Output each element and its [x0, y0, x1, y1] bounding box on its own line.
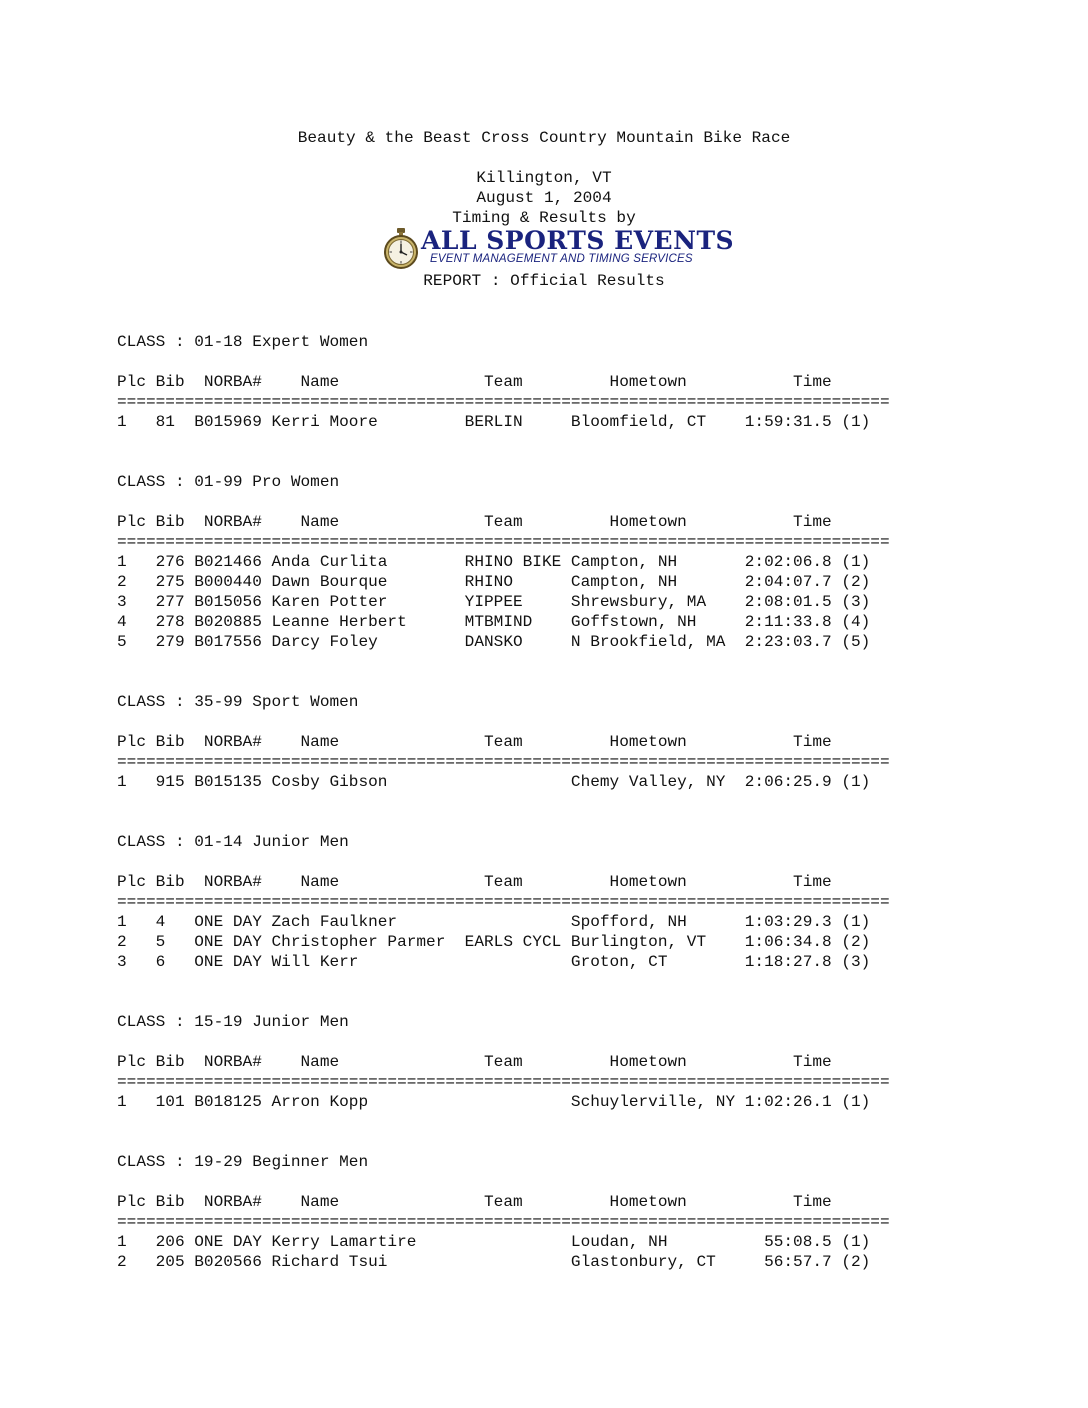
blank-line	[117, 492, 890, 512]
result-row: 4 278 B020885 Leanne Herbert MTBMIND Goffstown, NH 2:11:33.8 (4)	[117, 613, 871, 631]
logo-wordmark: ALL SPORTS EVENTS	[421, 226, 735, 255]
class-heading: CLASS : 15-19 Junior Men	[117, 1013, 349, 1031]
blank-line	[117, 432, 890, 452]
blank-line	[117, 1132, 890, 1152]
column-header-row: Plc Bib NORBA# Name Team Hometown Time	[117, 873, 832, 891]
header-separator: ================================================================================	[117, 533, 890, 551]
result-row: 1 4 ONE DAY Zach Faulkner Spofford, NH 1:03:29.3 (1)	[117, 913, 871, 931]
result-row: 5 279 B017556 Darcy Foley DANSKO N Brookfield, MA 2:23:03.7 (5)	[117, 633, 871, 651]
blank-line	[117, 852, 890, 872]
blank-line	[117, 712, 890, 732]
blank-line	[117, 812, 890, 832]
column-header-row: Plc Bib NORBA# Name Team Hometown Time	[117, 513, 832, 531]
column-header-row: Plc Bib NORBA# Name Team Hometown Time	[117, 1053, 832, 1071]
class-heading: CLASS : 01-18 Expert Women	[117, 333, 369, 351]
blank-line	[117, 972, 890, 992]
blank-line	[117, 992, 890, 1012]
result-row: 2 275 B000440 Dawn Bourque RHINO Campton, NH 2:04:07.7 (2)	[117, 573, 871, 591]
blank-line	[117, 352, 890, 372]
result-row: 1 276 B021466 Anda Curlita RHINO BIKE Campton, NH 2:02:06.8 (1)	[117, 553, 871, 571]
class-heading: CLASS : 35-99 Sport Women	[117, 693, 359, 711]
column-header-row: Plc Bib NORBA# Name Team Hometown Time	[117, 1193, 832, 1211]
header-separator: ================================================================================	[117, 1213, 890, 1231]
result-row: 3 277 B015056 Karen Potter YIPPEE Shrewsbury, MA 2:08:01.5 (3)	[117, 593, 871, 611]
blank-line	[117, 792, 890, 812]
column-header-row: Plc Bib NORBA# Name Team Hometown Time	[117, 733, 832, 751]
result-row: 1 915 B015135 Cosby Gibson Chemy Valley, NY 2:06:25.9 (1)	[117, 773, 871, 791]
results-listing	[117, 332, 890, 1272]
race-title: Beauty & the Beast Cross Country Mountain Bike Race	[297, 129, 791, 147]
timing-by-label: Timing & Results by	[452, 209, 636, 227]
stopwatch-icon	[381, 228, 421, 270]
header-separator: ================================================================================	[117, 893, 890, 911]
all-sports-events-logo	[381, 226, 735, 272]
blank-line	[117, 672, 890, 692]
class-heading: CLASS : 19-29 Beginner Men	[117, 1153, 369, 1171]
result-row: 2 205 B020566 Richard Tsui Glastonbury, CT 56:57.7 (2)	[117, 1253, 871, 1271]
result-row: 3 6 ONE DAY Will Kerr Groton, CT 1:18:27.8 (3)	[117, 953, 871, 971]
blank-line	[117, 452, 890, 472]
blank-line	[117, 1112, 890, 1132]
header-separator: ================================================================================	[117, 393, 890, 411]
logo-tagline: EVENT MANAGEMENT AND TIMING SERVICES	[430, 253, 693, 265]
report-type: REPORT : Official Results	[423, 272, 665, 290]
race-date: August 1, 2004	[476, 189, 612, 207]
result-row: 1 206 ONE DAY Kerry Lamartire Loudan, NH 55:08.5 (1)	[117, 1233, 871, 1251]
blank-line	[117, 1032, 890, 1052]
header-separator: ================================================================================	[117, 753, 890, 771]
result-row: 1 101 B018125 Arron Kopp Schuylerville, NY 1:02:26.1 (1)	[117, 1093, 871, 1111]
result-row: 1 81 B015969 Kerri Moore BERLIN Bloomfield, CT 1:59:31.5 (1)	[117, 413, 871, 431]
blank-line	[117, 1172, 890, 1192]
blank-line	[117, 652, 890, 672]
class-heading: CLASS : 01-14 Junior Men	[117, 833, 349, 851]
column-header-row: Plc Bib NORBA# Name Team Hometown Time	[117, 373, 832, 391]
result-row: 2 5 ONE DAY Christopher Parmer EARLS CYCL Burlington, VT 1:06:34.8 (2)	[117, 933, 871, 951]
header-separator: ================================================================================	[117, 1073, 890, 1091]
class-heading: CLASS : 01-99 Pro Women	[117, 473, 340, 491]
race-location: Killington, VT	[476, 169, 612, 187]
